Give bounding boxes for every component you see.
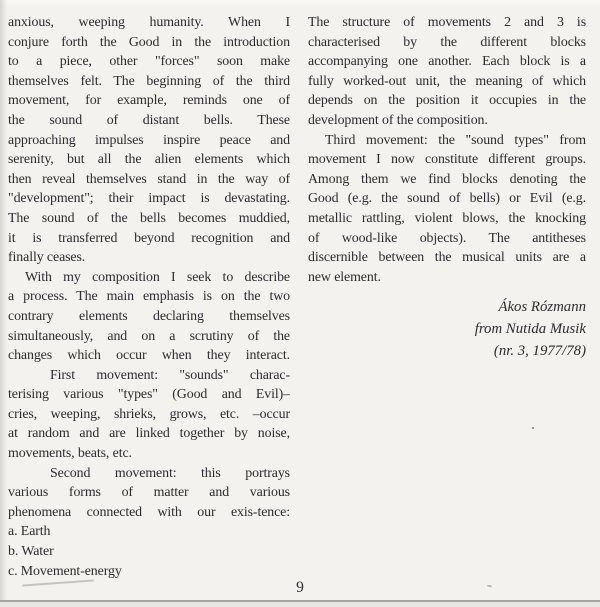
left-column bbox=[8, 13, 290, 581]
text-line: contrary elements declaring themselves bbox=[8, 308, 290, 324]
text-line: phenomena connected with our exis-tence: bbox=[8, 504, 290, 520]
text-line: accompanying one another. Each block is a bbox=[308, 54, 586, 70]
text-line: fully worked-out unit, the meaning of which bbox=[308, 73, 586, 89]
attribution bbox=[308, 296, 586, 362]
paragraph-continuation bbox=[8, 13, 290, 268]
text-line: movement, for example, reminds one of bbox=[8, 93, 290, 109]
text-line: a. Earth bbox=[8, 524, 51, 540]
text-line: The sound of the bells becomes muddied, bbox=[8, 210, 290, 226]
scan-speck bbox=[532, 427, 534, 429]
text-line: (nr. 3, 1977/78) bbox=[493, 343, 586, 360]
scan-bottom-edge bbox=[0, 600, 600, 607]
page-number: 9 bbox=[296, 579, 304, 596]
text-line: terising various "types" (Good and Evil)– bbox=[8, 387, 290, 403]
text-line: serenity, but all the alien elements which bbox=[8, 152, 290, 168]
text-line: cries, weeping, shrieks, grows, etc. –occur bbox=[8, 406, 290, 422]
text-line: Good (e.g. the sound of bells) or Evil (e.g. bbox=[308, 191, 586, 207]
paragraph-second-movement bbox=[8, 464, 290, 523]
text-line: conjure forth the Good in the introduction bbox=[8, 34, 290, 50]
text-line: b. Water bbox=[8, 544, 54, 560]
text-line: anxious, weeping humanity. When I bbox=[8, 15, 290, 30]
text-line: depends on the position it occupies in the bbox=[308, 93, 586, 109]
text-line: metallic rattling, violent blows, the knocking bbox=[308, 210, 586, 226]
text-line: discernible between the musical units are a bbox=[308, 250, 586, 266]
text-line: it is transferred beyond recognition and bbox=[8, 230, 290, 246]
text-line: to a piece, other "forces" soon make bbox=[8, 54, 290, 70]
text-line: characterised by the different blocks bbox=[308, 34, 586, 50]
paragraph-third-movement bbox=[308, 131, 586, 288]
text-line: the sound of distant bells. These bbox=[8, 112, 290, 128]
text-line: from Nutida Musik bbox=[474, 321, 586, 338]
text-line: Second movement: this portrays bbox=[50, 465, 290, 481]
text-line: various forms of matter and various bbox=[8, 485, 290, 501]
text-line: of wood-like objects). The antitheses bbox=[308, 230, 586, 246]
paragraph-composition-process bbox=[8, 268, 290, 366]
text-line: c. Movement-energy bbox=[8, 563, 122, 579]
text-line: Third movement: the "sound types" from bbox=[325, 132, 586, 148]
page-content bbox=[8, 13, 586, 581]
text-line: finally ceases. bbox=[8, 250, 86, 266]
paragraph-first-movement bbox=[8, 366, 290, 464]
paragraph-structure bbox=[308, 13, 586, 131]
text-line: approaching impulses inspire peace and bbox=[8, 132, 290, 148]
right-column bbox=[308, 13, 586, 581]
scan-top-edge-highlight bbox=[0, 0, 600, 7]
text-line: movements, beats, etc. bbox=[8, 446, 132, 462]
text-line: new element. bbox=[308, 269, 381, 285]
text-line: movement I now constitute different groups. bbox=[308, 152, 586, 168]
text-line: "development"; their impact is devastating. bbox=[8, 191, 290, 207]
text-line: The structure of movements 2 and 3 is bbox=[308, 15, 586, 30]
text-line: a process. The main emphasis is on the two bbox=[8, 289, 290, 305]
text-line: simultaneously, and on a scrutiny of the bbox=[8, 328, 290, 344]
text-line: First movement: "sounds" charac- bbox=[50, 367, 290, 383]
text-line: then reveal themselves stand in the way of bbox=[8, 171, 290, 187]
text-line: With my composition I seek to describe bbox=[25, 269, 290, 285]
scan-left-edge-shadow bbox=[0, 0, 7, 607]
list-phenomena bbox=[8, 522, 290, 581]
text-line: development of the composition. bbox=[308, 112, 488, 128]
text-line: at random and are linked together by noise, bbox=[8, 426, 290, 442]
text-line: Among them we find blocks denoting the bbox=[308, 171, 586, 187]
text-line: themselves felt. The beginning of the third bbox=[8, 73, 290, 89]
text-line: Ákos Rózmann bbox=[498, 299, 586, 316]
text-line: changes which occur when they interact. bbox=[8, 348, 290, 364]
